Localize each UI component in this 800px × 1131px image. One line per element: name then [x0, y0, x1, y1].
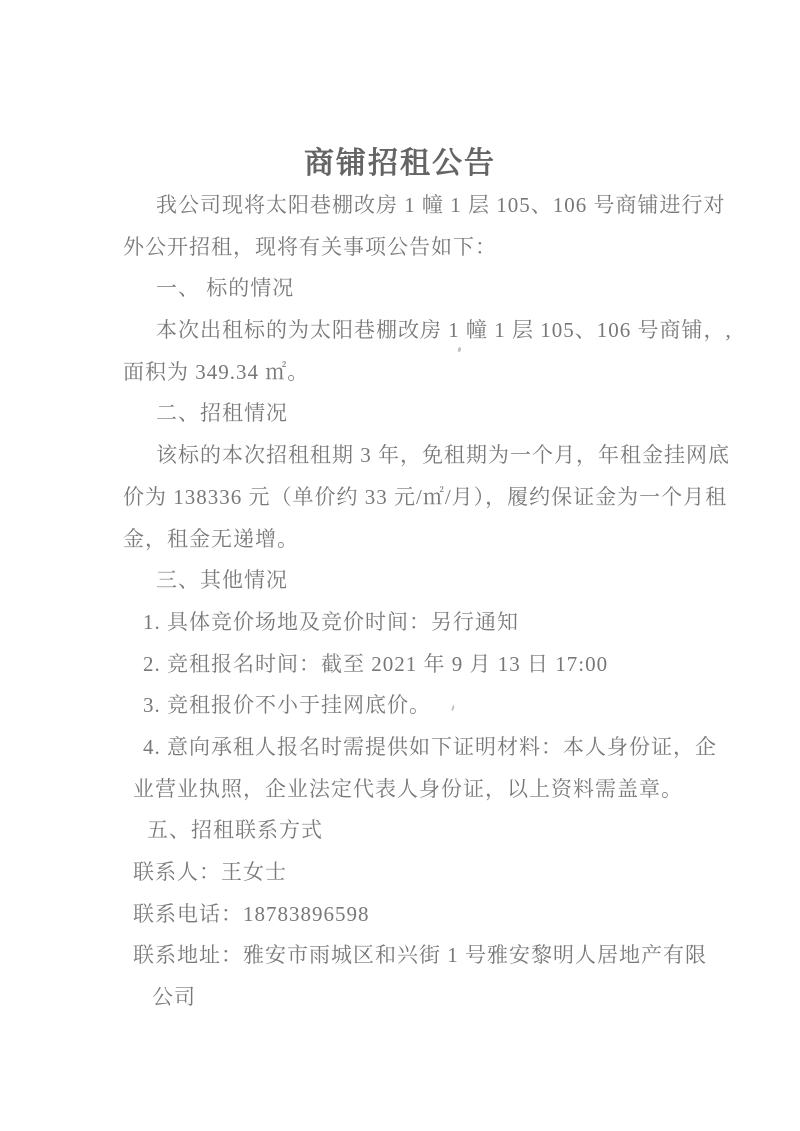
intro-line-2: 外公开招租，现将有关事项公告如下：	[123, 234, 497, 259]
section-1-heading: 一、 标的情况	[156, 276, 295, 301]
document-body	[123, 185, 763, 1019]
contact-person: 联系人：王女士	[133, 860, 287, 884]
section-3-heading: 三、其他情况	[156, 568, 288, 593]
document-title: 商铺招租公告	[304, 147, 496, 181]
contact-phone: 联系电话：18783896598	[133, 901, 370, 926]
contact-address-line-2: 公司	[152, 985, 196, 1010]
section-3-item-3: 3. 竞租报价不小于挂网底价。	[143, 693, 431, 718]
section-2-line-3: 金，租金无递增。	[123, 526, 299, 551]
section-2-line-1: 该标的本次招租租期 3 年，免租期为一个月，年租金挂网底	[156, 443, 730, 468]
section-2-line-2: 价为 138336 元（单价约 33 元/㎡/月），履约保证金为一个月租	[123, 484, 728, 509]
section-3-item-4-line-2: 业营业执照，企业法定代表人身份证，以上资料需盖章。	[133, 776, 683, 801]
section-1-line-2: 面积为 349.34 ㎡。	[123, 359, 310, 384]
section-3-item-4-line-1: 4. 意向承租人报名时需提供如下证明材料：本人身份证，企	[143, 734, 717, 759]
section-3-item-1: 1. 具体竞价场地及竞价时间：另行通知	[143, 609, 519, 634]
section-3-item-2: 2. 竞租报名时间：截至 2021 年 9 月 13 日 17:00	[143, 651, 609, 676]
contact-address-line-1: 联系地址：雅安市雨城区和兴街 1 号雅安黎明人居地产有限	[133, 943, 707, 968]
intro-line-1: 我公司现将太阳巷棚改房 1 幢 1 层 105、106 号商铺进行对	[156, 193, 726, 217]
section-5-heading: 五、招租联系方式	[147, 818, 323, 843]
section-1-line-1: 本次出租标的为太阳巷棚改房 1 幢 1 层 105、106 号商铺，,	[156, 318, 732, 343]
section-2-heading: 二、招租情况	[156, 401, 288, 426]
